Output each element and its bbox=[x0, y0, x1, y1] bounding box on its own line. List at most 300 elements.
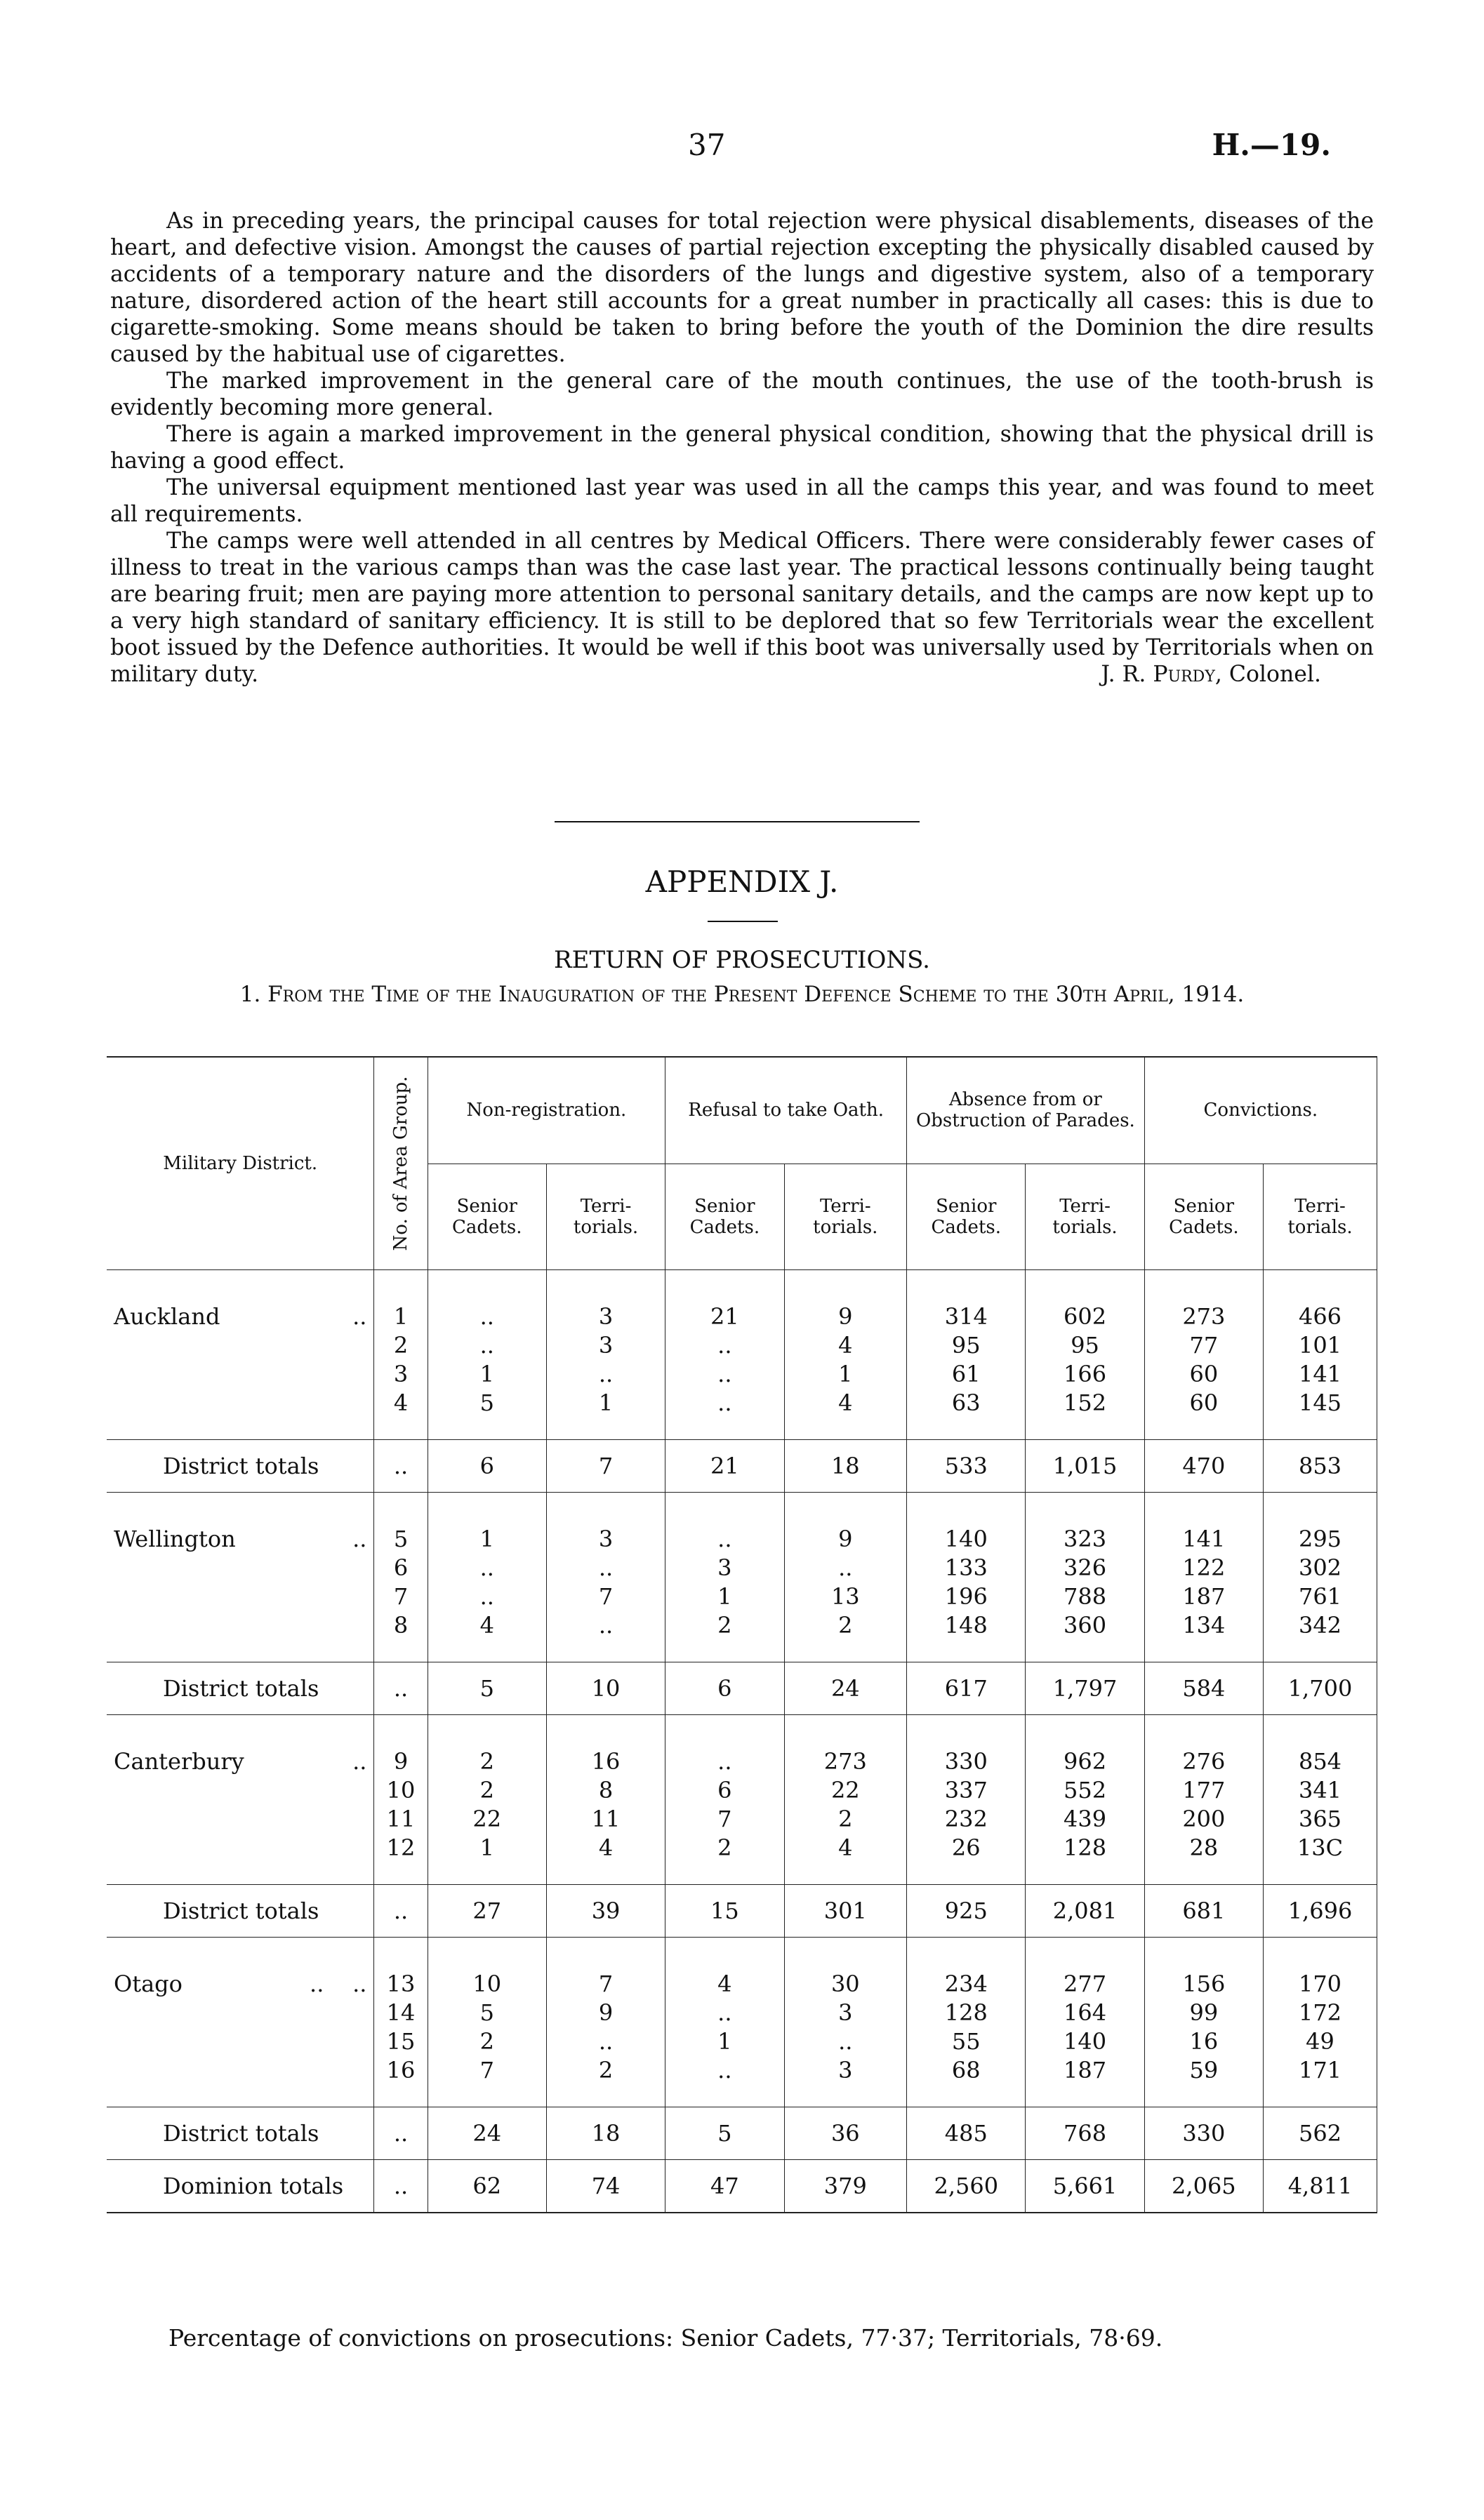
table-cell: 122 bbox=[1144, 1553, 1263, 1582]
table-cell bbox=[107, 1775, 374, 1804]
table-cell: 5 bbox=[428, 1662, 546, 1715]
table-cell: 9 bbox=[784, 1524, 907, 1553]
signature bbox=[110, 661, 1321, 688]
table-cell: 3 bbox=[546, 1331, 665, 1359]
return-title: RETURN OF PROSECUTIONS. bbox=[554, 946, 930, 974]
table-row bbox=[107, 1804, 1377, 1833]
spacer-row bbox=[107, 1639, 1377, 1662]
table-cell: 2 bbox=[665, 1833, 784, 1862]
table-cell bbox=[107, 1639, 374, 1662]
table-cell bbox=[546, 1862, 665, 1885]
table-cell: 196 bbox=[907, 1582, 1026, 1611]
table-cell: 77 bbox=[1144, 1331, 1263, 1359]
table-cell: District totals bbox=[107, 1885, 374, 1938]
table-cell: 2,560 bbox=[907, 2160, 1026, 2213]
table-cell: 59 bbox=[1144, 2055, 1263, 2084]
table-cell: 4 bbox=[665, 1969, 784, 1998]
table-cell: 295 bbox=[1264, 1524, 1377, 1553]
table-cell: 2 bbox=[546, 2055, 665, 2084]
table-cell bbox=[907, 1493, 1026, 1525]
header-area-group bbox=[374, 1057, 428, 1270]
table-cell: 761 bbox=[1264, 1582, 1377, 1611]
table-cell bbox=[107, 1359, 374, 1388]
table-cell: 74 bbox=[546, 2160, 665, 2213]
table-cell bbox=[784, 2084, 907, 2107]
table-cell: 341 bbox=[1264, 1775, 1377, 1804]
paragraph: The universal equipment mentioned last year was used in all the camps this year, and was found to meet all requirements. bbox=[110, 475, 1374, 527]
table-cell: 330 bbox=[1144, 2107, 1263, 2160]
table-cell: 853 bbox=[1264, 1440, 1377, 1493]
table-cell bbox=[1144, 2084, 1263, 2107]
header-senior-cadets: Senior Cadets. bbox=[665, 1164, 784, 1269]
table-cell: .. bbox=[665, 1359, 784, 1388]
table-cell: 95 bbox=[1026, 1331, 1144, 1359]
table-cell: 16 bbox=[1144, 2027, 1263, 2055]
table-cell: 8 bbox=[374, 1611, 428, 1639]
table-cell: 323 bbox=[1026, 1524, 1144, 1553]
table-cell bbox=[107, 2027, 374, 2055]
spacer-row bbox=[107, 2084, 1377, 2107]
table-cell bbox=[1026, 2084, 1144, 2107]
table-cell: 18 bbox=[784, 1440, 907, 1493]
table-cell: .. bbox=[374, 2160, 428, 2213]
table-cell bbox=[665, 1417, 784, 1440]
table-cell: 55 bbox=[907, 2027, 1026, 2055]
table-cell: .. bbox=[665, 1524, 784, 1553]
table-cell: 18 bbox=[546, 2107, 665, 2160]
table-cell bbox=[428, 1862, 546, 1885]
report-code: H.—19. bbox=[1212, 128, 1331, 162]
table-cell: 187 bbox=[1144, 1582, 1263, 1611]
table-cell: 3 bbox=[665, 1553, 784, 1582]
table-cell bbox=[1264, 1639, 1377, 1662]
table-cell: District totals bbox=[107, 2107, 374, 2160]
table-cell: 21 bbox=[665, 1440, 784, 1493]
table-cell: 14 bbox=[374, 1998, 428, 2027]
table-cell: 302 bbox=[1264, 1553, 1377, 1582]
table-cell: 1 bbox=[546, 1388, 665, 1417]
table-cell: 39 bbox=[546, 1885, 665, 1938]
table-cell: .. bbox=[428, 1582, 546, 1611]
table-cell: 36 bbox=[784, 2107, 907, 2160]
table-cell: 360 bbox=[1026, 1611, 1144, 1639]
table-cell: 925 bbox=[907, 1885, 1026, 1938]
table-cell bbox=[107, 1417, 374, 1440]
district-total-row bbox=[107, 1440, 1377, 1493]
table-cell: 768 bbox=[1026, 2107, 1144, 2160]
table-cell: 6 bbox=[665, 1662, 784, 1715]
table-cell: 3 bbox=[546, 1302, 665, 1331]
signature-initials: J. R. bbox=[1101, 662, 1146, 687]
table-cell: 470 bbox=[1144, 1440, 1263, 1493]
paragraph: As in preceding years, the principal causes for total rejection were physical disablements, diseases of the heart, and defective vision. Amongst the causes of partial rejection excepting the physically disabled caused by accidents of a temporary nature and the disorders of the lungs and digestive system, also of a temporary nature, disordered action of the heart still accounts for a great number in practically all cases: this is due to cigarette-smoking. Some means should be taken to bring before the youth of the Dominion the dire results caused by the habitual use of cigarettes. bbox=[110, 208, 1374, 367]
spacer-row bbox=[107, 1938, 1377, 1970]
table-cell: 7 bbox=[374, 1582, 428, 1611]
page-header bbox=[0, 128, 1484, 170]
table-cell bbox=[374, 1493, 428, 1525]
table-cell: 101 bbox=[1264, 1331, 1377, 1359]
table-cell: .. bbox=[428, 1553, 546, 1582]
table-cell: 133 bbox=[907, 1553, 1026, 1582]
table-cell: 584 bbox=[1144, 1662, 1263, 1715]
table-cell: .. bbox=[546, 2027, 665, 2055]
table-cell bbox=[1264, 1938, 1377, 1970]
table-cell: 6 bbox=[428, 1440, 546, 1493]
table-cell bbox=[374, 1417, 428, 1440]
header-refusal-oath: Refusal to take Oath. bbox=[665, 1057, 907, 1164]
table-cell: 95 bbox=[907, 1331, 1026, 1359]
table-cell: 170 bbox=[1264, 1969, 1377, 1998]
body-text bbox=[110, 208, 1374, 688]
table-cell bbox=[107, 1998, 374, 2027]
section-divider bbox=[555, 821, 920, 822]
table-cell: 365 bbox=[1264, 1804, 1377, 1833]
prosecutions-table-wrap bbox=[107, 1056, 1377, 2213]
table-cell: 26 bbox=[907, 1833, 1026, 1862]
table-cell: 141 bbox=[1144, 1524, 1263, 1553]
spacer-row bbox=[107, 1715, 1377, 1747]
header-senior-cadets: Senior Cadets. bbox=[1144, 1164, 1263, 1269]
table-cell: 164 bbox=[1026, 1998, 1144, 2027]
table-cell: 485 bbox=[907, 2107, 1026, 2160]
table-cell: 330 bbox=[907, 1747, 1026, 1775]
table-cell: 187 bbox=[1026, 2055, 1144, 2084]
table-cell bbox=[1144, 1715, 1263, 1747]
table-cell: 5,661 bbox=[1026, 2160, 1144, 2213]
table-cell: 681 bbox=[1144, 1885, 1263, 1938]
table-cell: 562 bbox=[1264, 2107, 1377, 2160]
table-cell: 1 bbox=[784, 1359, 907, 1388]
table-cell bbox=[107, 1582, 374, 1611]
table-cell: 552 bbox=[1026, 1775, 1144, 1804]
table-cell: 2 bbox=[428, 1775, 546, 1804]
table-cell: 156 bbox=[1144, 1969, 1263, 1998]
table-cell: 3 bbox=[374, 1359, 428, 1388]
table-cell: 11 bbox=[546, 1804, 665, 1833]
table-cell: 172 bbox=[1264, 1998, 1377, 2027]
table-cell bbox=[784, 1862, 907, 1885]
table-cell: 7 bbox=[546, 1440, 665, 1493]
table-cell: 3 bbox=[784, 1998, 907, 2027]
table-cell bbox=[907, 1417, 1026, 1440]
table-cell bbox=[428, 1639, 546, 1662]
table-cell bbox=[107, 1804, 374, 1833]
table-cell: .. bbox=[546, 1611, 665, 1639]
header-convictions: Convictions. bbox=[1144, 1057, 1377, 1164]
table-cell: 2 bbox=[784, 1611, 907, 1639]
table-cell bbox=[374, 1862, 428, 1885]
table-cell: 7 bbox=[546, 1582, 665, 1611]
table-row bbox=[107, 1998, 1377, 2027]
table-cell bbox=[107, 1331, 374, 1359]
table-cell bbox=[1026, 1493, 1144, 1525]
table-cell: 128 bbox=[1026, 1833, 1144, 1862]
table-cell bbox=[428, 2084, 546, 2107]
table-cell: 1 bbox=[428, 1833, 546, 1862]
table-cell bbox=[907, 1715, 1026, 1747]
title-rule bbox=[708, 921, 778, 922]
table-row bbox=[107, 1611, 1377, 1639]
table-cell: 3 bbox=[546, 1524, 665, 1553]
table-cell bbox=[107, 1833, 374, 1862]
table-cell: 99 bbox=[1144, 1998, 1263, 2027]
header-senior-cadets: Senior Cadets. bbox=[428, 1164, 546, 1269]
table-cell: 273 bbox=[1144, 1302, 1263, 1331]
district-name-cell: Wellington .. bbox=[107, 1524, 374, 1553]
table-cell: 13 bbox=[784, 1582, 907, 1611]
table-cell bbox=[1026, 1639, 1144, 1662]
table-cell bbox=[107, 1270, 374, 1302]
table-cell: 962 bbox=[1026, 1747, 1144, 1775]
table-cell bbox=[784, 1270, 907, 1302]
table-cell: 4,811 bbox=[1264, 2160, 1377, 2213]
table-row bbox=[107, 2055, 1377, 2084]
table-cell: District totals bbox=[107, 1662, 374, 1715]
header-non-registration: Non-registration. bbox=[428, 1057, 665, 1164]
table-cell: 22 bbox=[784, 1775, 907, 1804]
table-cell: 1,015 bbox=[1026, 1440, 1144, 1493]
table-cell: 1,700 bbox=[1264, 1662, 1377, 1715]
table-cell: 7 bbox=[428, 2055, 546, 2084]
table-cell: 1 bbox=[428, 1524, 546, 1553]
table-cell: 30 bbox=[784, 1969, 907, 1998]
table-cell: 6 bbox=[665, 1775, 784, 1804]
district-total-row bbox=[107, 2107, 1377, 2160]
table-cell: 28 bbox=[1144, 1833, 1263, 1862]
table-cell: 342 bbox=[1264, 1611, 1377, 1639]
table-cell: 49 bbox=[1264, 2027, 1377, 2055]
table-cell: 6 bbox=[374, 1553, 428, 1582]
spacer-row bbox=[107, 1862, 1377, 1885]
table-cell bbox=[665, 2084, 784, 2107]
table-cell: .. bbox=[665, 1331, 784, 1359]
table-cell: .. bbox=[665, 1388, 784, 1417]
table-cell: 47 bbox=[665, 2160, 784, 2213]
table-cell bbox=[546, 1417, 665, 1440]
table-cell: 62 bbox=[428, 2160, 546, 2213]
table-cell bbox=[907, 1639, 1026, 1662]
table-cell bbox=[784, 1938, 907, 1970]
table-cell bbox=[374, 2084, 428, 2107]
table-cell: 2,081 bbox=[1026, 1885, 1144, 1938]
table-cell: 27 bbox=[428, 1885, 546, 1938]
table-cell bbox=[546, 1715, 665, 1747]
table-cell: District totals bbox=[107, 1440, 374, 1493]
table-cell: 5 bbox=[428, 1998, 546, 2027]
table-cell: 617 bbox=[907, 1662, 1026, 1715]
table-cell: 2 bbox=[665, 1611, 784, 1639]
paragraph: There is again a marked improvement in the general physical condition, showing that the physical drill is having a good effect. bbox=[110, 422, 1374, 474]
table-row bbox=[107, 1775, 1377, 1804]
table-cell: 5 bbox=[428, 1388, 546, 1417]
district-name-cell: Canterbury .. bbox=[107, 1747, 374, 1775]
table-cell bbox=[665, 1639, 784, 1662]
paragraph: The camps were well attended in all centres by Medical Officers. There were considerably fewer cases of illness to treat in the various camps than was the case last year. The practical lessons continually being taught are bearing fruit; men are paying more attention to personal sanitary details, and the camps are now kept up to a very high standard of sanitary efficiency. It is still to be deplored that so few Territorials wear the excellent boot issued by the Defence authorities. It would be well if this boot was universally used by Territorials when on military duty. bbox=[110, 528, 1374, 687]
table-cell: 273 bbox=[784, 1747, 907, 1775]
table-cell bbox=[1264, 2084, 1377, 2107]
table-cell: 5 bbox=[665, 2107, 784, 2160]
table-cell bbox=[107, 1715, 374, 1747]
table-cell: 326 bbox=[1026, 1553, 1144, 1582]
table-cell: 4 bbox=[784, 1833, 907, 1862]
table-cell: 337 bbox=[907, 1775, 1026, 1804]
table-cell bbox=[107, 1553, 374, 1582]
spacer-row bbox=[107, 1417, 1377, 1440]
table-cell: .. bbox=[665, 1998, 784, 2027]
header-territorials: Terri-torials. bbox=[784, 1164, 907, 1269]
table-cell bbox=[907, 1270, 1026, 1302]
table-cell: 60 bbox=[1144, 1359, 1263, 1388]
table-cell: Dominion totals bbox=[107, 2160, 374, 2213]
table-row bbox=[107, 1359, 1377, 1388]
table-cell: 7 bbox=[665, 1804, 784, 1833]
table-cell bbox=[374, 1715, 428, 1747]
table-cell: 21 bbox=[665, 1302, 784, 1331]
table-cell: 24 bbox=[428, 2107, 546, 2160]
table-cell: 4 bbox=[784, 1388, 907, 1417]
table-cell: 533 bbox=[907, 1440, 1026, 1493]
table-cell: 8 bbox=[546, 1775, 665, 1804]
table-row bbox=[107, 1747, 1377, 1775]
table-cell: 15 bbox=[374, 2027, 428, 2055]
table-row bbox=[107, 1388, 1377, 1417]
table-cell bbox=[1264, 1715, 1377, 1747]
table-cell: 9 bbox=[784, 1302, 907, 1331]
table-cell: .. bbox=[546, 1359, 665, 1388]
table-cell: .. bbox=[546, 1553, 665, 1582]
header-territorials: Terri-torials. bbox=[1026, 1164, 1144, 1269]
table-cell: 1 bbox=[374, 1302, 428, 1331]
table-cell: 466 bbox=[1264, 1302, 1377, 1331]
table-cell bbox=[428, 1417, 546, 1440]
table-cell bbox=[1144, 1417, 1263, 1440]
table-cell bbox=[907, 2084, 1026, 2107]
table-cell: 141 bbox=[1264, 1359, 1377, 1388]
table-cell bbox=[428, 1270, 546, 1302]
spacer-row bbox=[107, 1493, 1377, 1525]
table-cell: .. bbox=[784, 1553, 907, 1582]
table-cell: 68 bbox=[907, 2055, 1026, 2084]
table-cell bbox=[374, 1938, 428, 1970]
table-cell: 145 bbox=[1264, 1388, 1377, 1417]
table-cell: 277 bbox=[1026, 1969, 1144, 1998]
table-cell bbox=[665, 1938, 784, 1970]
table-row bbox=[107, 1969, 1377, 1998]
table-cell: .. bbox=[665, 1747, 784, 1775]
table-cell: .. bbox=[428, 1331, 546, 1359]
table-cell: 13 bbox=[374, 1969, 428, 1998]
table-cell bbox=[784, 1417, 907, 1440]
table-cell: .. bbox=[374, 1885, 428, 1938]
table-cell bbox=[374, 1270, 428, 1302]
table-cell bbox=[784, 1493, 907, 1525]
table-cell bbox=[428, 1938, 546, 1970]
table-cell: 13С bbox=[1264, 1833, 1377, 1862]
table-cell bbox=[1026, 1270, 1144, 1302]
table-cell: 379 bbox=[784, 2160, 907, 2213]
table-cell: 3 bbox=[784, 2055, 907, 2084]
table-cell: 22 bbox=[428, 1804, 546, 1833]
table-cell: 10 bbox=[374, 1775, 428, 1804]
table-cell: 10 bbox=[546, 1662, 665, 1715]
table-cell bbox=[428, 1715, 546, 1747]
table-row bbox=[107, 1833, 1377, 1862]
table-cell: 1 bbox=[665, 2027, 784, 2055]
table-cell: 166 bbox=[1026, 1359, 1144, 1388]
table-cell: 200 bbox=[1144, 1804, 1263, 1833]
table-cell: 232 bbox=[907, 1804, 1026, 1833]
table-cell: 11 bbox=[374, 1804, 428, 1833]
table-row bbox=[107, 1331, 1377, 1359]
table-cell bbox=[1026, 1715, 1144, 1747]
table-cell bbox=[907, 1938, 1026, 1970]
table-cell: 140 bbox=[1026, 2027, 1144, 2055]
table-cell: 4 bbox=[374, 1388, 428, 1417]
table-cell: 60 bbox=[1144, 1388, 1263, 1417]
table-cell: .. bbox=[374, 1662, 428, 1715]
table-cell bbox=[1264, 1493, 1377, 1525]
table-row bbox=[107, 1582, 1377, 1611]
table-cell: 301 bbox=[784, 1885, 907, 1938]
header-senior-cadets: Senior Cadets. bbox=[907, 1164, 1026, 1269]
prosecutions-table bbox=[107, 1056, 1377, 2213]
table-cell bbox=[546, 1270, 665, 1302]
table-cell: .. bbox=[374, 1440, 428, 1493]
table-row bbox=[107, 2027, 1377, 2055]
table-cell: 4 bbox=[428, 1611, 546, 1639]
table-cell bbox=[1264, 1417, 1377, 1440]
district-name-cell: Auckland .. bbox=[107, 1302, 374, 1331]
table-cell: 602 bbox=[1026, 1302, 1144, 1331]
table-cell: .. bbox=[784, 2027, 907, 2055]
table-cell: .. bbox=[665, 2055, 784, 2084]
table-cell bbox=[1026, 1938, 1144, 1970]
table-cell: 148 bbox=[907, 1611, 1026, 1639]
table-cell bbox=[1026, 1862, 1144, 1885]
table-cell bbox=[784, 1715, 907, 1747]
table-cell bbox=[784, 1639, 907, 1662]
table-cell bbox=[107, 1611, 374, 1639]
header-territorials: Terri-torials. bbox=[1264, 1164, 1377, 1269]
signature-rank: , Colonel. bbox=[1214, 662, 1321, 687]
table-cell bbox=[546, 2084, 665, 2107]
table-cell: 2 bbox=[784, 1804, 907, 1833]
table-cell: 140 bbox=[907, 1524, 1026, 1553]
table-cell: 24 bbox=[784, 1662, 907, 1715]
table-cell bbox=[428, 1493, 546, 1525]
table-row bbox=[107, 1524, 1377, 1553]
table-cell bbox=[546, 1493, 665, 1525]
table-row bbox=[107, 1302, 1377, 1331]
table-cell bbox=[1026, 1417, 1144, 1440]
conviction-percentage-note: Percentage of convictions on prosecutions: Senior Cadets, 77·37; Territorials, 78·69. bbox=[168, 2324, 1163, 2352]
table-cell bbox=[107, 1493, 374, 1525]
table-cell bbox=[1144, 1639, 1263, 1662]
table-cell bbox=[665, 1270, 784, 1302]
table-cell: 439 bbox=[1026, 1804, 1144, 1833]
appendix-title: APPENDIX J. bbox=[645, 865, 839, 899]
table-cell: 234 bbox=[907, 1969, 1026, 1998]
table-cell bbox=[665, 1862, 784, 1885]
table-cell: 7 bbox=[546, 1969, 665, 1998]
dominion-total-row bbox=[107, 2160, 1377, 2213]
table-cell: 1,797 bbox=[1026, 1662, 1144, 1715]
paragraph: The marked improvement in the general care of the mouth continues, the use of the tooth-brush is evidently becoming more general. bbox=[110, 368, 1374, 420]
table-cell: 2 bbox=[428, 2027, 546, 2055]
table-cell: 177 bbox=[1144, 1775, 1263, 1804]
district-total-row bbox=[107, 1885, 1377, 1938]
table-cell: 4 bbox=[784, 1331, 907, 1359]
